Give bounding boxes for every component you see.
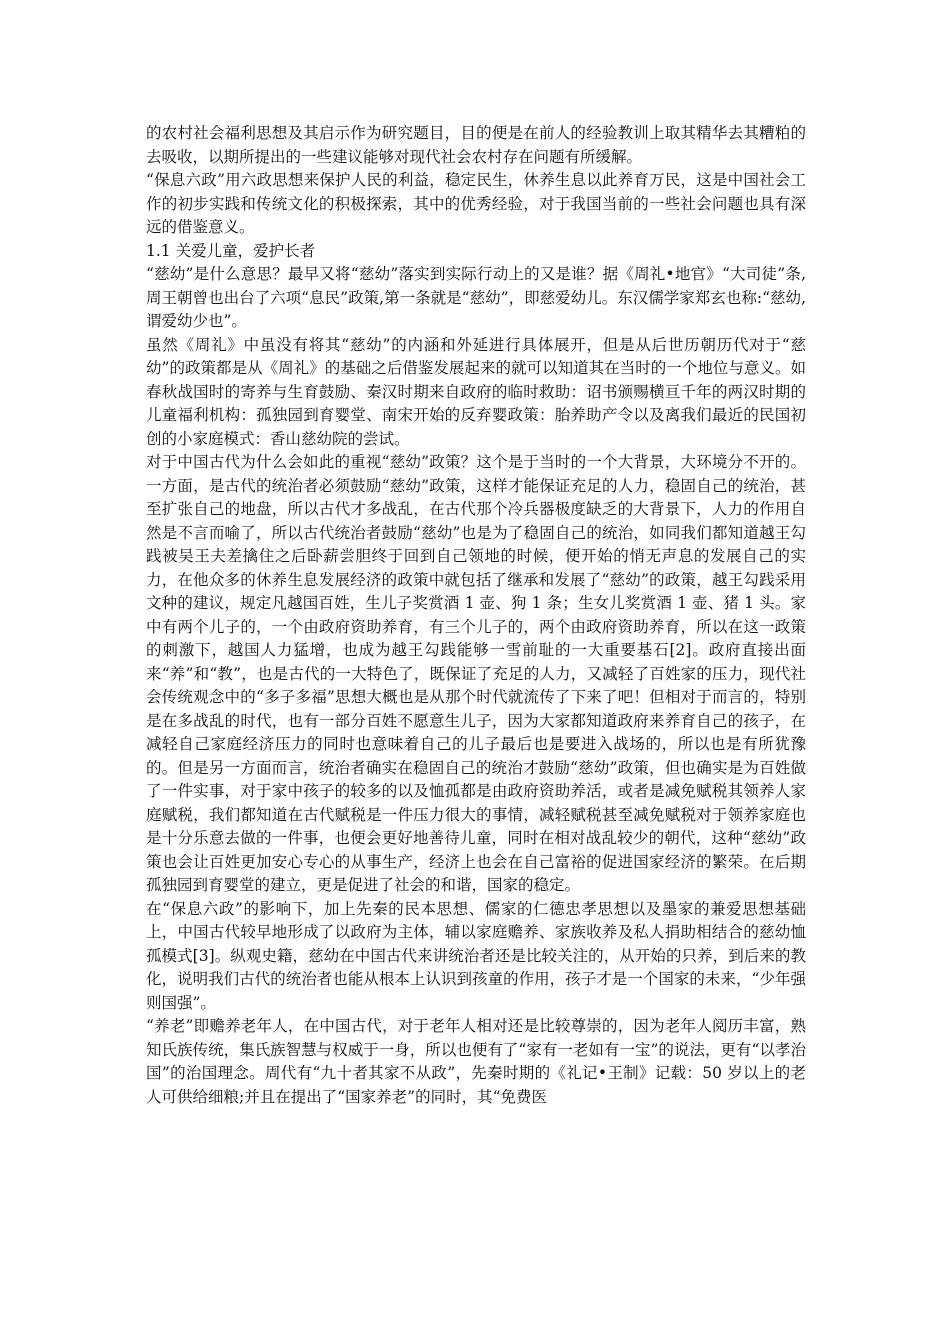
document-page [146, 122, 806, 1109]
paragraph-ciyou-meaning: “慈幼”是什么意思？最早又将“慈幼”落实到实际行动上的又是谁？据《周礼•地官》“大司徒”条,周王朝曾也出台了六项“息民”政策,第一条就是“慈幼”，即慈爱幼儿。东汉儒学家郑玄也称:“慈幼,谓爱幼少也”。 [146, 265, 806, 330]
section-heading: 1.1 关爱儿童，爱护长者 [146, 241, 316, 260]
paragraph-yanglao: “养老”即赡养老年人，在中国古代，对于老年人相对还是比较尊崇的，因为老年人阅历丰富，熟知氏族传统，集氏族智慧与权威于一身，所以也便有了“家有一老如有一宝”的说法，更有“以孝治国”的治国理念。周代有“九十者其家不从政”，先秦时期的《礼记•王制》记载：50 岁以上的老人可供给细粮;并且在提出了“国家养老”的同时，其“免费医 [146, 1017, 806, 1106]
paragraph-zhouli: 虽然《周礼》中虽没有将其“慈幼”的内涵和外延进行具体展开，但是从后世历朝历代对于“慈幼”的政策都是从《周礼》的基础之后借鉴发展起来的就可以知道其在当时的一个地位与意义。如春秋战国时的寄养与生育鼓励、秦汉时期来自政府的临时救助：诏书颁赐横亘千年的两汉时期的儿童福利机构：孤独园到育婴堂、南宋开始的反弃婴政策：胎养助产令以及离我们最近的民国初创的小家庭模式：香山慈幼院的尝试。 [146, 335, 806, 448]
paragraph-why-ciyou: 对于中国古代为什么会如此的重视“慈幼”政策？这个是于当时的一个大背景，大环境分不开的。一方面，是古代的统治者必须鼓励“慈幼”政策，这样才能保证充足的人力，稳固自己的统治，甚至扩张自己的地盘，所以古代才多战乱，在古代那个冷兵器极度缺乏的大背景下，人力的作用自然是不言而喻了，所以古代统治者鼓励“慈幼”也是为了稳固自己的统治，如同我们都知道越王勾践被吴王夫差擒住之后卧薪尝胆终于回到自己领地的时候，便开始的悄无声息的发展自己的实力，在他众多的休养生息发展经济的政策中就包括了继承和发展了“慈幼”的政策，越王勾践采用文种的建议，规定凡越国百姓，生儿子奖赏酒 1 壶、狗 1 条；生女儿奖赏酒 1 壶、猪 1 头。家中有两个儿子的，一个由政府资助养育，有三个儿子的，两个由政府资助养育，所以在这一政策的刺激下，越国人力猛增，也成为越王勾践能够一雪前耻的一大重要基石[2]。政府直接出面来“养”和“教”，也是古代的一大特色了，既保证了充足的人力，又减轻了百姓家的压力，现代社会传统观念中的“多子多福”思想大概也是从那个时代就流传了下来了吧！但相对于而言的，特别是在多战乱的时代，也有一部分百姓不愿意生儿子，因为大家都知道政府来养育自己的孩子，在减轻自己家庭经济压力的同时也意味着自己的儿子最后也是要进入战场的，所以也是有所犹豫的。但是另一方面而言，统治者确实在稳固自己的统治才鼓励“慈幼”政策，但也确实是为百姓做了一件实事，对于家中孩子的较多的以及恤孤都是由政府资助养活，或者是减免赋税其领养人家庭赋税，我们都知道在古代赋税是一件压力很大的事情，减轻赋税甚至减免赋税对于领养家庭也是十分乐意去做的一件事，也便会更好地善待儿童，同时在相对战乱较少的朝代，这种“慈幼”政策也会让百姓更加安心专心的从事生产，经济上也会在自己富裕的促进国家经济的繁荣。在后期孤独园到育婴堂的建立，更是促进了社会的和谐，国家的稳定。 [146, 453, 806, 894]
paragraph-intro-continuation: 的农村社会福利思想及其启示作为研究题目，目的便是在前人的经验教训上取其精华去其糟粕的去吸收，以期所提出的一些建议能够对现代社会农村存在问题有所缓解。 [146, 124, 806, 166]
paragraph-ciyou-model: 在“保息六政”的影响下，加上先秦的民本思想、儒家的仁德忠孝思想以及墨家的兼爱思想基础上，中国古代较早地形成了以政府为主体，辅以家庭赡养、家族收养及私人捐助相结合的慈幼恤孤模式[3]。纵观史籍，慈幼在中国古代来讲统治者还是比较关注的，从开始的只养，到后来的教化，说明我们古代的统治者也能从根本上认识到孩童的作用，孩子才是一个国家的未来，“少年强则国强”。 [146, 899, 806, 1012]
paragraph-baoxi-liuzheng: “保息六政”用六政思想来保护人民的利益，稳定民生，休养生息以此养育万民，这是中国社会工作的初步实践和传统文化的积极探索，其中的优秀经验，对于我国当前的一些社会问题也具有深远的借鉴意义。 [146, 171, 806, 236]
